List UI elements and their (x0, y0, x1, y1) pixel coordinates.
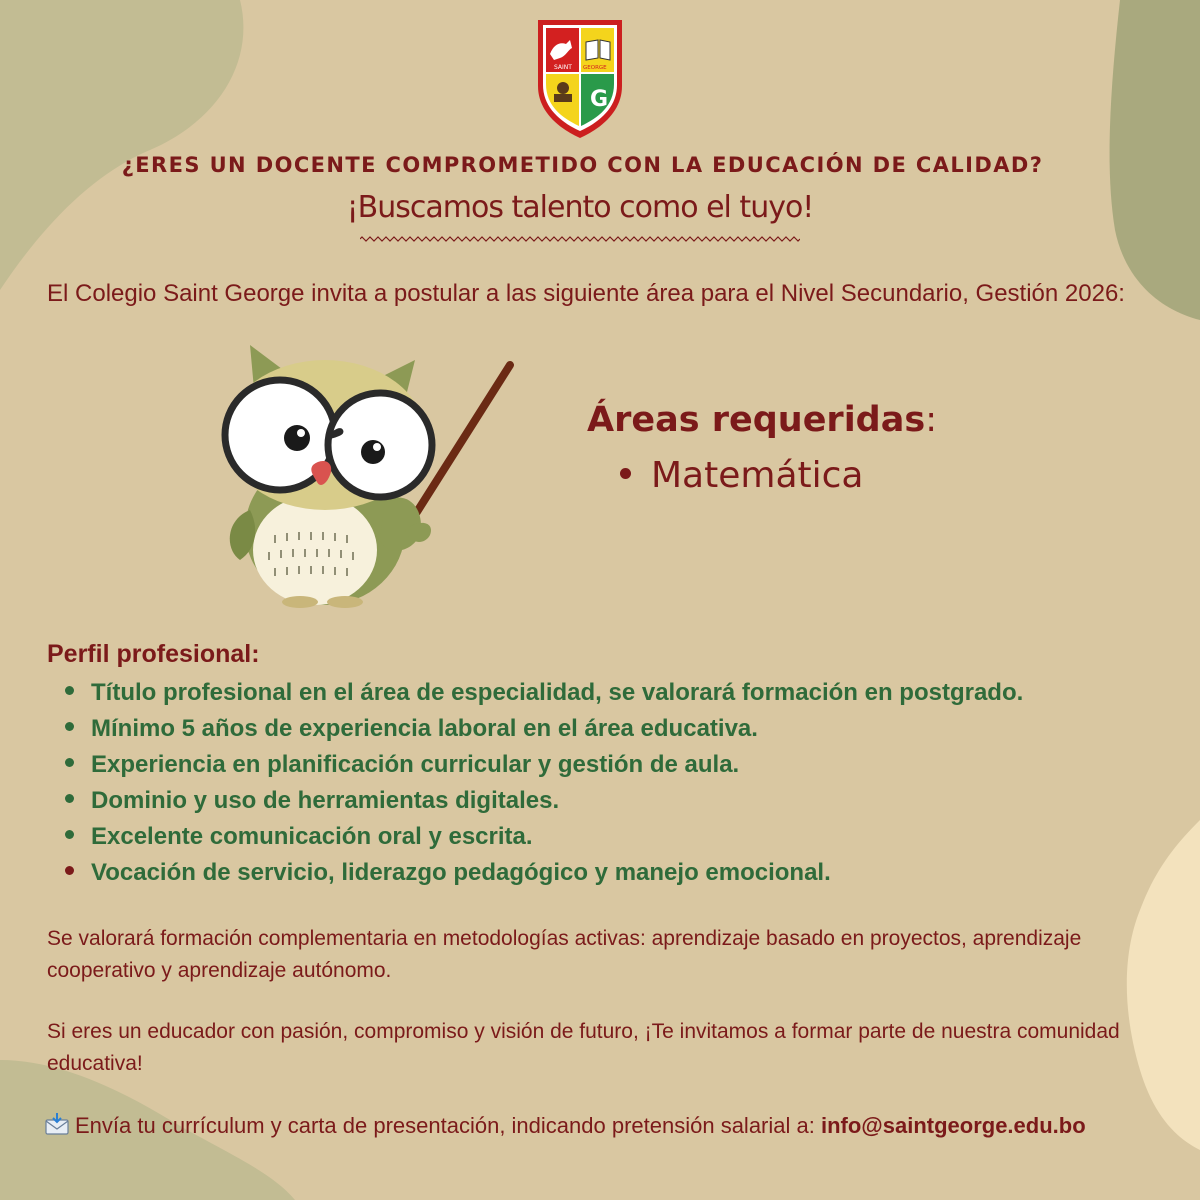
contact-line (45, 1113, 1086, 1139)
perfil-item-label: Vocación de servicio, liderazgo pedagógico y manejo emocional. (91, 859, 831, 886)
perfil-item-label: Mínimo 5 años de experiencia laboral en el área educativa. (91, 715, 758, 742)
perfil-list (65, 675, 1023, 891)
page-heading: ¿ERES UN DOCENTE COMPROMETIDO CON LA EDUCACIÓN DE CALIDAD? (121, 153, 1044, 177)
perfil-item-label: Excelente comunicación oral y escrita. (91, 823, 533, 850)
paragraph-complementary-training: Se valorará formación complementaria en metodologías activas: aprendizaje basado en proyectos, aprendizaje cooperativo y aprendizaje autónomo. (47, 927, 1082, 982)
logo-text-saint: SAINT (554, 64, 572, 71)
perfil-item-label: Dominio y uso de herramientas digitales. (91, 787, 560, 814)
intro-text: El Colegio Saint George invita a postular a las siguiente área para el Nivel Secundario, Gestión 2026: (47, 280, 1125, 307)
area-item-label: Matemática (651, 455, 864, 496)
areas-title (587, 400, 937, 440)
areas-title-text: Áreas requeridas (587, 400, 926, 440)
perfil-item-label: Título profesional en el área de especialidad, se valorará formación en postgrado. (91, 679, 1024, 706)
perfil-title: Perfil profesional: (47, 640, 260, 668)
saint-george-logo (530, 16, 630, 140)
perfil-item-label: Experiencia en planificación curricular y gestión de aula. (91, 751, 740, 778)
list-item (65, 711, 1023, 747)
bullet-icon (65, 686, 74, 695)
areas-list (620, 455, 863, 496)
areas-title-colon: : (925, 400, 937, 440)
contact-text: Envía tu currículum y carta de presentación, indicando pretensión salarial a: (75, 1113, 821, 1138)
paragraph-invitation: Si eres un educador con pasión, compromiso y visión de futuro, ¡Te invitamos a formar parte de nuestra comunidad educativa! (47, 1020, 1120, 1075)
list-item (65, 819, 1023, 855)
bullet-icon (620, 468, 631, 479)
list-item (65, 855, 1023, 891)
top-left-blob (0, 0, 260, 300)
logo-letter: G (590, 87, 609, 112)
list-item (65, 747, 1023, 783)
bullet-icon (65, 830, 74, 839)
wavy-underline (360, 236, 800, 242)
list-item (620, 455, 863, 496)
bullet-icon (65, 722, 74, 731)
page-subheading: ¡Buscamos talento como el tuyo! (346, 190, 814, 225)
contact-email[interactable]: info@saintgeorge.edu.bo (820, 1113, 1086, 1138)
bullet-icon (65, 866, 74, 875)
logo-text-george: GEORGE (583, 65, 607, 71)
owl-teacher-illustration (205, 340, 525, 610)
envelope-download-icon (45, 1113, 69, 1135)
bullet-icon (65, 794, 74, 803)
list-item (65, 783, 1023, 819)
list-item (65, 675, 1023, 711)
bullet-icon (65, 758, 74, 767)
